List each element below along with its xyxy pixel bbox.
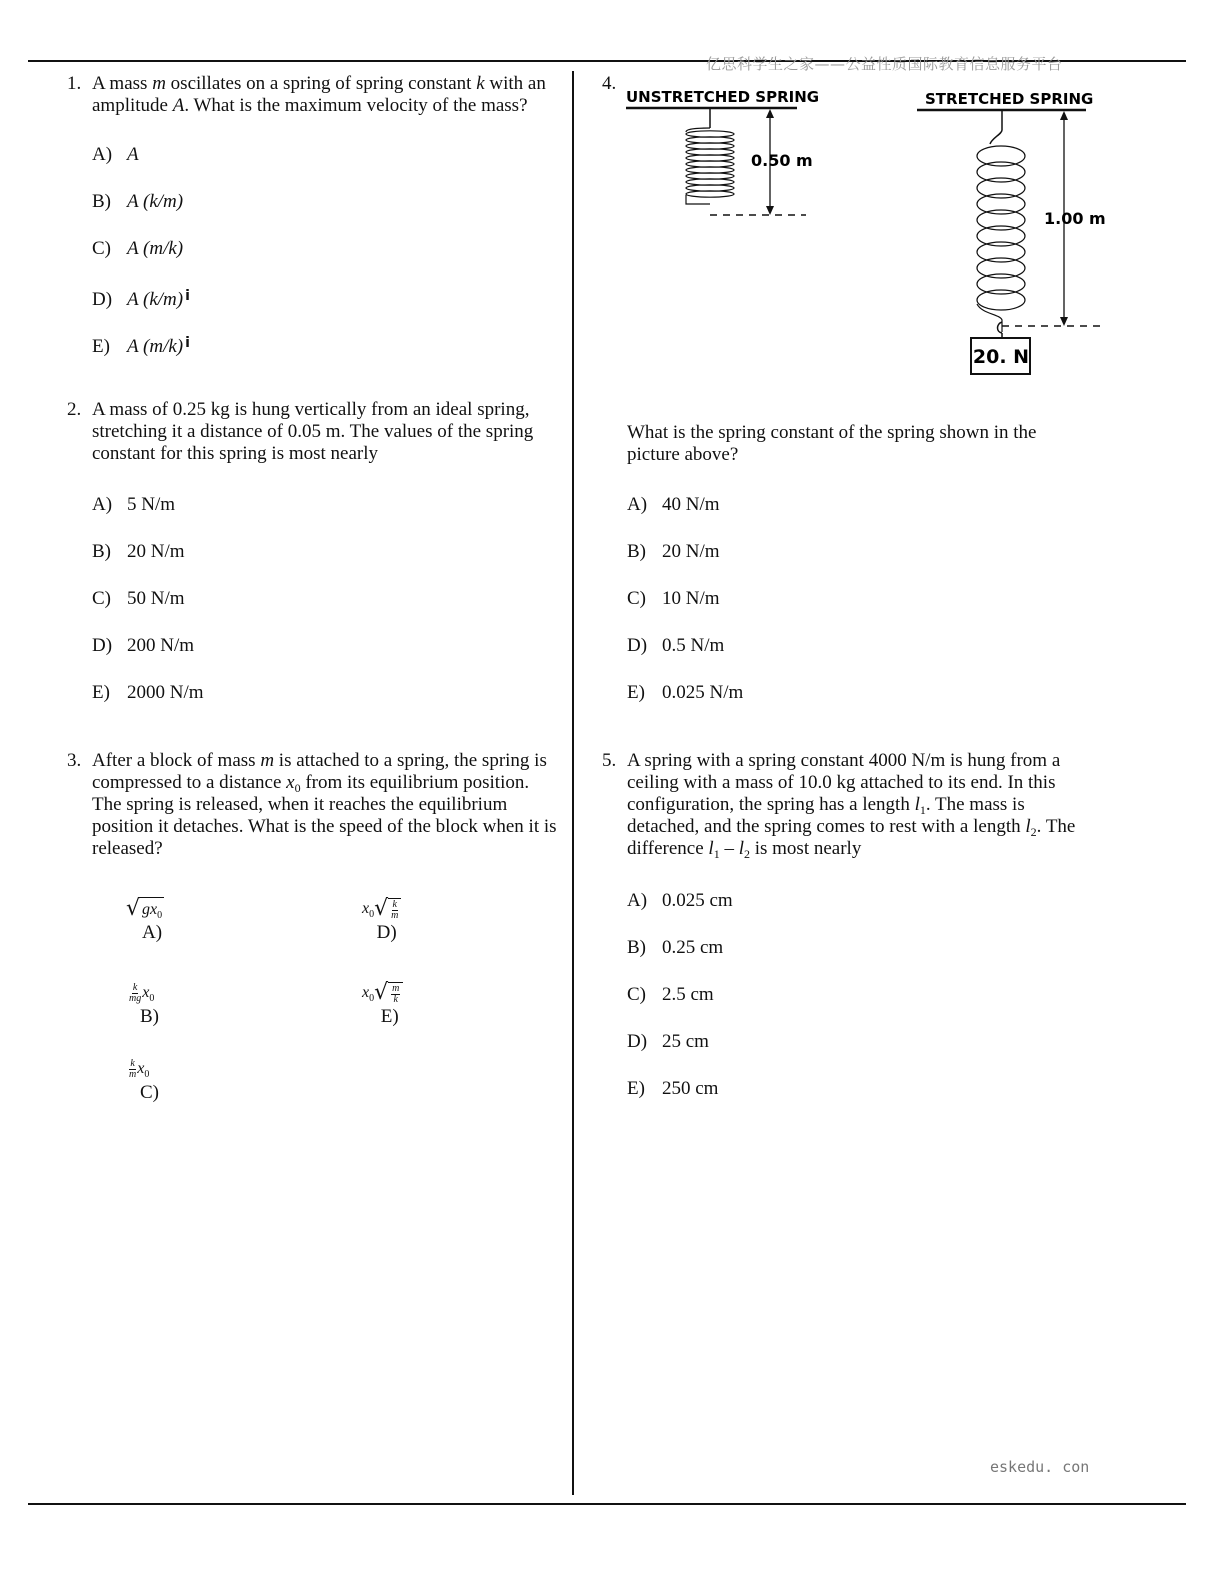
option-d-expression: $x_0$ √ $\frac{k}{m}$ bbox=[362, 896, 401, 922]
right-arrow-up-icon bbox=[1060, 111, 1068, 120]
question-number: 3. bbox=[67, 750, 82, 771]
option-a-expression: √ g $x_0$ bbox=[126, 896, 163, 921]
question-stem: A mass of 0.25 kg is hung vertically from an ideal spring, stretching it a distance of 0.05 m. The values of the spring constant for this spring is most nearly bbox=[92, 399, 534, 464]
option-d[interactable]: D) A (k/m) $^i$ bbox=[92, 288, 190, 310]
column-divider bbox=[572, 71, 574, 1495]
option-c[interactable]: C) 10 N/m bbox=[627, 588, 720, 609]
option-c[interactable]: C) 50 N/m bbox=[92, 588, 185, 609]
option-a[interactable]: A) A bbox=[92, 144, 139, 165]
question-stem: A spring with a spring constant 4000 N/m is hung from a ceiling with a mass of 10.0 kg attached to its end. In this configuration, the spring has a length $l_1$. The mass is detached, and the spring comes to rest with a length $l_2$. The difference $l_1 - l_2$ is most nearly bbox=[627, 750, 1076, 861]
option-a[interactable]: A) 5 N/m bbox=[92, 494, 176, 515]
unstretched-spring-title: UNSTRETCHED SPRING bbox=[626, 88, 820, 106]
watermark-text: 亿思科学生之家——公益性质国际教育信息服务平台 bbox=[706, 55, 1063, 73]
question-number: 4. bbox=[602, 73, 617, 94]
bottom-rule bbox=[28, 1503, 1186, 1505]
question-number: 5. bbox=[602, 750, 617, 771]
right-spring-hook bbox=[990, 110, 1002, 144]
option-e[interactable]: E) A (m/k) $^i$ bbox=[92, 335, 190, 357]
option-a[interactable]: √ g $x_0$ A) bbox=[126, 896, 163, 943]
option-a[interactable]: A) 40 N/m bbox=[627, 494, 720, 515]
weight-hook bbox=[998, 322, 1003, 333]
option-b[interactable]: B) 0.25 cm bbox=[627, 937, 724, 958]
option-e[interactable]: E) 0.025 N/m bbox=[627, 682, 744, 703]
unstretched-length-label: 0.50 m bbox=[751, 151, 813, 170]
sqrt-icon: √ bbox=[126, 896, 141, 921]
stretched-spring-coil bbox=[977, 146, 1025, 332]
option-b[interactable]: B) A (k/m) bbox=[92, 191, 184, 212]
left-arrow-up-icon bbox=[766, 109, 774, 118]
option-b[interactable]: B) 20 N/m bbox=[92, 541, 185, 562]
option-a[interactable]: A) 0.025 cm bbox=[627, 890, 733, 911]
spring-diagram bbox=[620, 82, 1110, 382]
option-e[interactable]: $x_0$ √ $\frac{m}{k}$ E) bbox=[362, 980, 403, 1028]
option-c[interactable]: $\frac{k}{m}$ $x_0$ C) bbox=[129, 1057, 159, 1103]
stretched-length-label: 1.00 m bbox=[1044, 209, 1106, 228]
weight-label: 20. N bbox=[972, 346, 1030, 368]
option-e-expression: $x_0$ √ $\frac{m}{k}$ bbox=[362, 980, 403, 1006]
option-e[interactable]: E) 250 cm bbox=[627, 1078, 719, 1099]
option-b[interactable]: B) 20 N/m bbox=[627, 541, 720, 562]
option-d[interactable]: $x_0$ √ $\frac{k}{m}$ D) bbox=[362, 896, 401, 944]
option-c-expression: $\frac{k}{m}$ $x_0$ bbox=[129, 1057, 150, 1080]
question-stem: What is the spring constant of the spring shown in the picture above? bbox=[627, 422, 1037, 465]
sqrt-icon: √ bbox=[374, 896, 389, 921]
question-number: 2. bbox=[67, 399, 82, 420]
question-stem: A mass m oscillates on a spring of spring constant k with an amplitude A. What is the maximum velocity of the mass? bbox=[92, 73, 546, 116]
unstretched-spring-coil bbox=[686, 128, 734, 204]
option-b-expression: $\frac{k}{mg}$ $x_0$ bbox=[129, 981, 155, 1004]
sqrt-icon: √ bbox=[374, 980, 389, 1005]
option-b[interactable]: $\frac{k}{mg}$ $x_0$ B) bbox=[129, 981, 159, 1027]
left-arrow-down-icon bbox=[766, 206, 774, 215]
option-d[interactable]: D) 200 N/m bbox=[92, 635, 195, 656]
option-c[interactable]: C) 2.5 cm bbox=[627, 984, 714, 1005]
right-arrow-down-icon bbox=[1060, 317, 1068, 326]
option-d[interactable]: D) 25 cm bbox=[627, 1031, 709, 1052]
question-stem: After a block of mass m is attached to a spring, the spring is compressed to a distance $x_0$ from its equilibrium position. The spring is released, when it reaches the equilibrium position it detaches. What is the speed of the block when it is released? bbox=[92, 750, 557, 859]
option-d[interactable]: D) 0.5 N/m bbox=[627, 635, 725, 656]
option-c[interactable]: C) A (m/k) bbox=[92, 238, 184, 259]
stretched-spring-title: STRETCHED SPRING bbox=[925, 90, 1094, 108]
question-number: 1. bbox=[67, 73, 82, 94]
footer-site-text: eskedu. con bbox=[990, 1458, 1090, 1476]
option-e[interactable]: E) 2000 N/m bbox=[92, 682, 204, 703]
